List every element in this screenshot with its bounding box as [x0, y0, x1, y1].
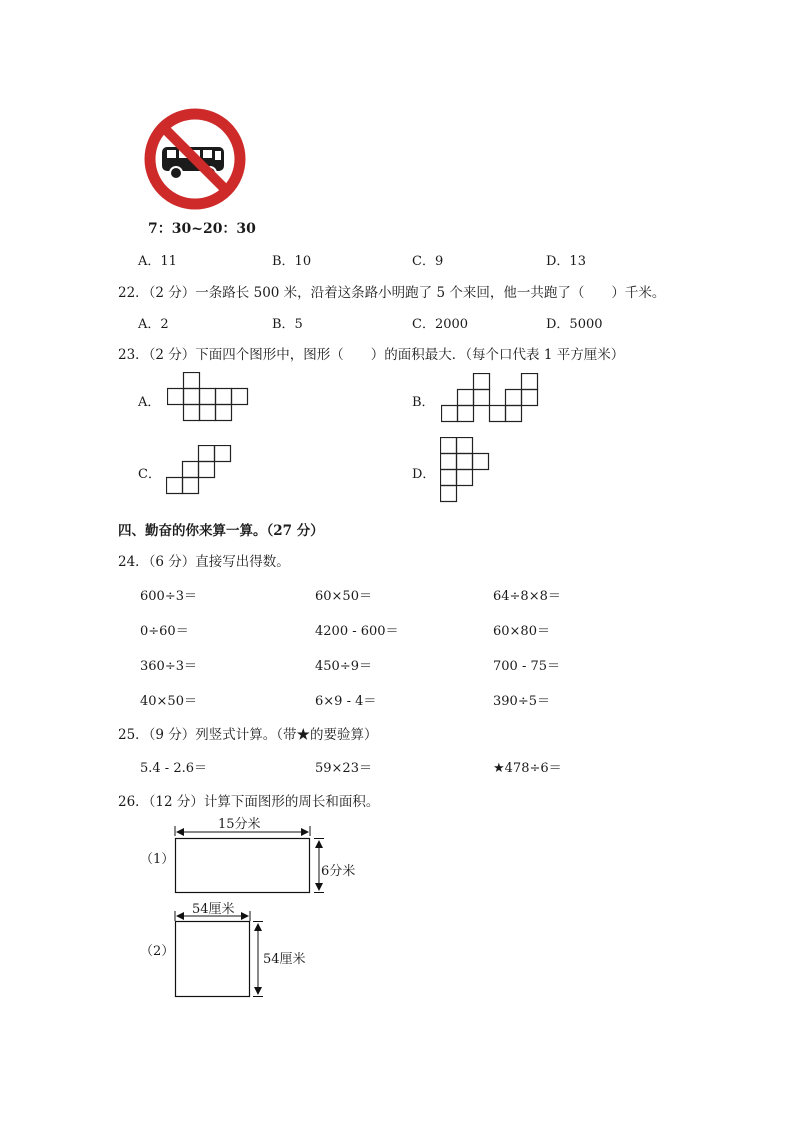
fig2-width-label: 54厘米: [192, 902, 235, 917]
q26-text: 26．（12 分）计算下面图形的周长和面积。: [118, 794, 380, 810]
q23-label-a: A．: [138, 395, 161, 410]
no-bus-icon: [138, 103, 253, 213]
q23-label-b: B．: [412, 395, 435, 410]
q24-item: 60×50＝: [315, 589, 372, 604]
q23-label-d: D．: [412, 467, 436, 482]
no-bus-sign-image: [138, 103, 253, 213]
q22-option-d: D．5000: [546, 317, 603, 332]
q25-item: ★478÷6＝: [493, 761, 562, 776]
fig1-label: （1）: [140, 852, 175, 867]
q24-item: 360÷3＝: [140, 659, 197, 674]
q23-figure-c: [166, 445, 234, 501]
q23-figure-b: [441, 373, 541, 425]
q23-text: 23．（2 分）下面四个图形中，图形（ ）的面积最大．（每个口代表 1 平方厘米）: [118, 347, 625, 363]
q23-label-c: C．: [138, 467, 161, 482]
q21-option-d: D．13: [546, 254, 586, 269]
fig1-width-label: 15分米: [218, 817, 261, 832]
sign-time-text: 7：30~20：30: [148, 221, 256, 237]
q25-item: 5.4 - 2.6＝: [140, 761, 208, 776]
q24-text: 24．（6 分）直接写出得数。: [118, 554, 290, 570]
q23-figure-d: [440, 437, 492, 505]
q25-item: 59×23＝: [315, 761, 372, 776]
fig1-height-label: 6分米: [321, 864, 356, 879]
q22-text: 22．（2 分）一条路长 500 米，沿着这条路小明跑了 5 个来回，他一共跑了（ ）千米。: [118, 285, 666, 301]
q24-item: 600÷3＝: [140, 589, 197, 604]
fig2-label: （2）: [140, 944, 175, 959]
q21-option-b: B．10: [272, 254, 312, 269]
q24-item: 6×9 - 4＝: [315, 694, 377, 709]
q21-option-c: C．9: [412, 254, 444, 269]
q23-figure-a: [167, 372, 251, 424]
q25-text: 25．（9 分）列竖式计算。（带★的要验算）: [118, 727, 378, 743]
q24-item: 450÷9＝: [315, 659, 372, 674]
q22-option-a: A．2: [138, 317, 169, 332]
q24-item: 60×80＝: [493, 624, 550, 639]
fig2-height-label: 54厘米: [263, 952, 306, 967]
section-title: 四、勤奋的你来算一算。（27 分）: [118, 523, 324, 539]
q24-item: 40×50＝: [140, 694, 197, 709]
q24-item: 700 - 75＝: [493, 659, 561, 674]
q24-item: 64÷8×8＝: [493, 589, 561, 604]
q24-item: 0÷60＝: [140, 624, 189, 639]
q21-option-a: A．11: [138, 254, 177, 269]
q22-option-c: C．2000: [412, 317, 469, 332]
q24-item: 390÷5＝: [493, 694, 550, 709]
q24-item: 4200 - 600＝: [315, 624, 399, 639]
q22-option-b: B．5: [272, 317, 303, 332]
